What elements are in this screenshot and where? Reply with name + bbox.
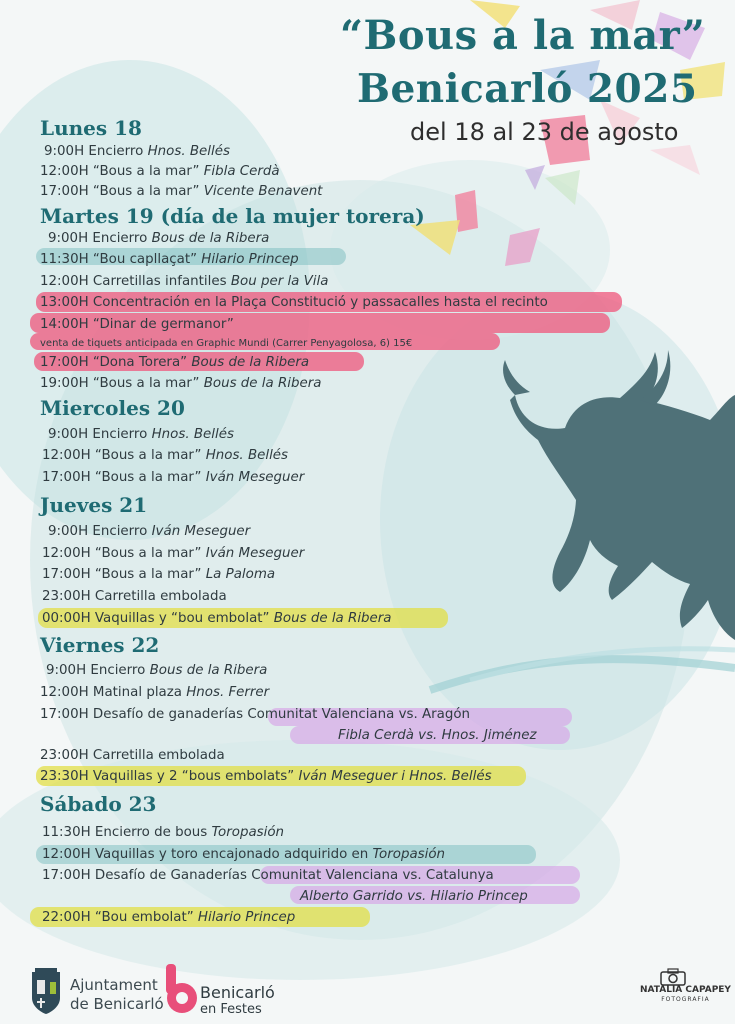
event-line: Alberto Garrido vs. Hilario Princep <box>300 889 528 904</box>
event-line: 12:00H Vaquillas y toro encajonado adquirido en Toropasión <box>42 847 446 862</box>
event-line: 11:30H Encierro de bous Toropasión <box>42 825 285 840</box>
event-line: 19:00H “Bous a la mar” Bous de la Ribera <box>40 376 322 391</box>
event-line: 12:00H Matinal plaza Hnos. Ferrer <box>40 685 270 700</box>
event-line: 11:30H “Bou capllaçat” Hilario Princep <box>40 252 299 267</box>
photographer-label: NATALIA CAPAPEY FOTOGRAFIA <box>640 985 731 1003</box>
camera-icon <box>660 968 686 986</box>
event-line: 23:00H Carretilla embolada <box>40 748 225 763</box>
day-heading: Viernes 22 <box>40 633 160 657</box>
day-heading: Sábado 23 <box>40 792 157 816</box>
event-line: 23:00H Carretilla embolada <box>42 589 227 604</box>
event-line: 9:00H Encierro Hnos. Bellés <box>44 144 230 159</box>
event-line: 17:00H “Bous a la mar” La Paloma <box>42 567 276 582</box>
day-heading: Jueves 21 <box>40 493 148 517</box>
event-line: Fibla Cerdà vs. Hnos. Jiménez <box>338 728 537 743</box>
event-line: 9:00H Encierro Iván Meseguer <box>48 524 251 539</box>
poster-subtitle: Benicarló 2025 <box>357 66 698 112</box>
festes-label: Benicarló en Festes <box>200 983 275 1017</box>
event-line: 9:00H Encierro Bous de la Ribera <box>46 663 268 678</box>
event-line: 12:00H Carretillas infantiles Bou per la Vila <box>40 274 329 289</box>
event-line: 17:00H Desafío de Ganaderías Comunitat Valenciana vs. Catalunya <box>42 868 494 883</box>
ajuntament-crest-icon <box>30 968 62 1014</box>
benicarlo-festes-logo-icon <box>164 964 198 1016</box>
event-line: 13:00H Concentración en la Plaça Constitució y passacalles hasta el recinto <box>40 295 548 310</box>
day-heading: Martes 19 (día de la mujer torera) <box>40 204 425 228</box>
event-line: 12:00H “Bous a la mar” Hnos. Bellés <box>42 448 289 463</box>
event-line: 17:00H Desafío de ganaderías Comunitat Valenciana vs. Aragón <box>40 707 471 722</box>
date-range: del 18 al 23 de agosto <box>410 118 679 146</box>
ajuntament-label: Ajuntament de Benicarló <box>70 976 164 1013</box>
event-line: 17:00H “Bous a la mar” Iván Meseguer <box>42 470 305 485</box>
poster-title: “Bous a la mar” <box>340 12 706 59</box>
day-heading: Miercoles 20 <box>40 396 185 420</box>
event-line: 00:00H Vaquillas y “bou embolat” Bous de la Ribera <box>42 611 392 626</box>
event-line: 17:00H “Bous a la mar” Vicente Benavent <box>40 184 323 199</box>
event-line: 22:00H “Bou embolat” Hilario Princep <box>42 910 296 925</box>
day-heading: Lunes 18 <box>40 116 142 140</box>
event-line: 12:00H “Bous a la mar” Iván Meseguer <box>42 546 305 561</box>
event-line: 17:00H “Dona Torera” Bous de la Ribera <box>40 355 310 370</box>
event-note: venta de tiquets anticipada en Graphic Mundi (Carrer Penyagolosa, 6) 15€ <box>40 338 413 349</box>
event-line: 9:00H Encierro Hnos. Bellés <box>48 427 234 442</box>
event-line: 12:00H “Bous a la mar” Fibla Cerdà <box>40 164 280 179</box>
event-line: 14:00H “Dinar de germanor” <box>40 317 234 332</box>
event-line: 9:00H Encierro Bous de la Ribera <box>48 231 270 246</box>
event-line: 23:30H Vaquillas y 2 “bous embolats” Iván Meseguer i Hnos. Bellés <box>40 769 492 784</box>
